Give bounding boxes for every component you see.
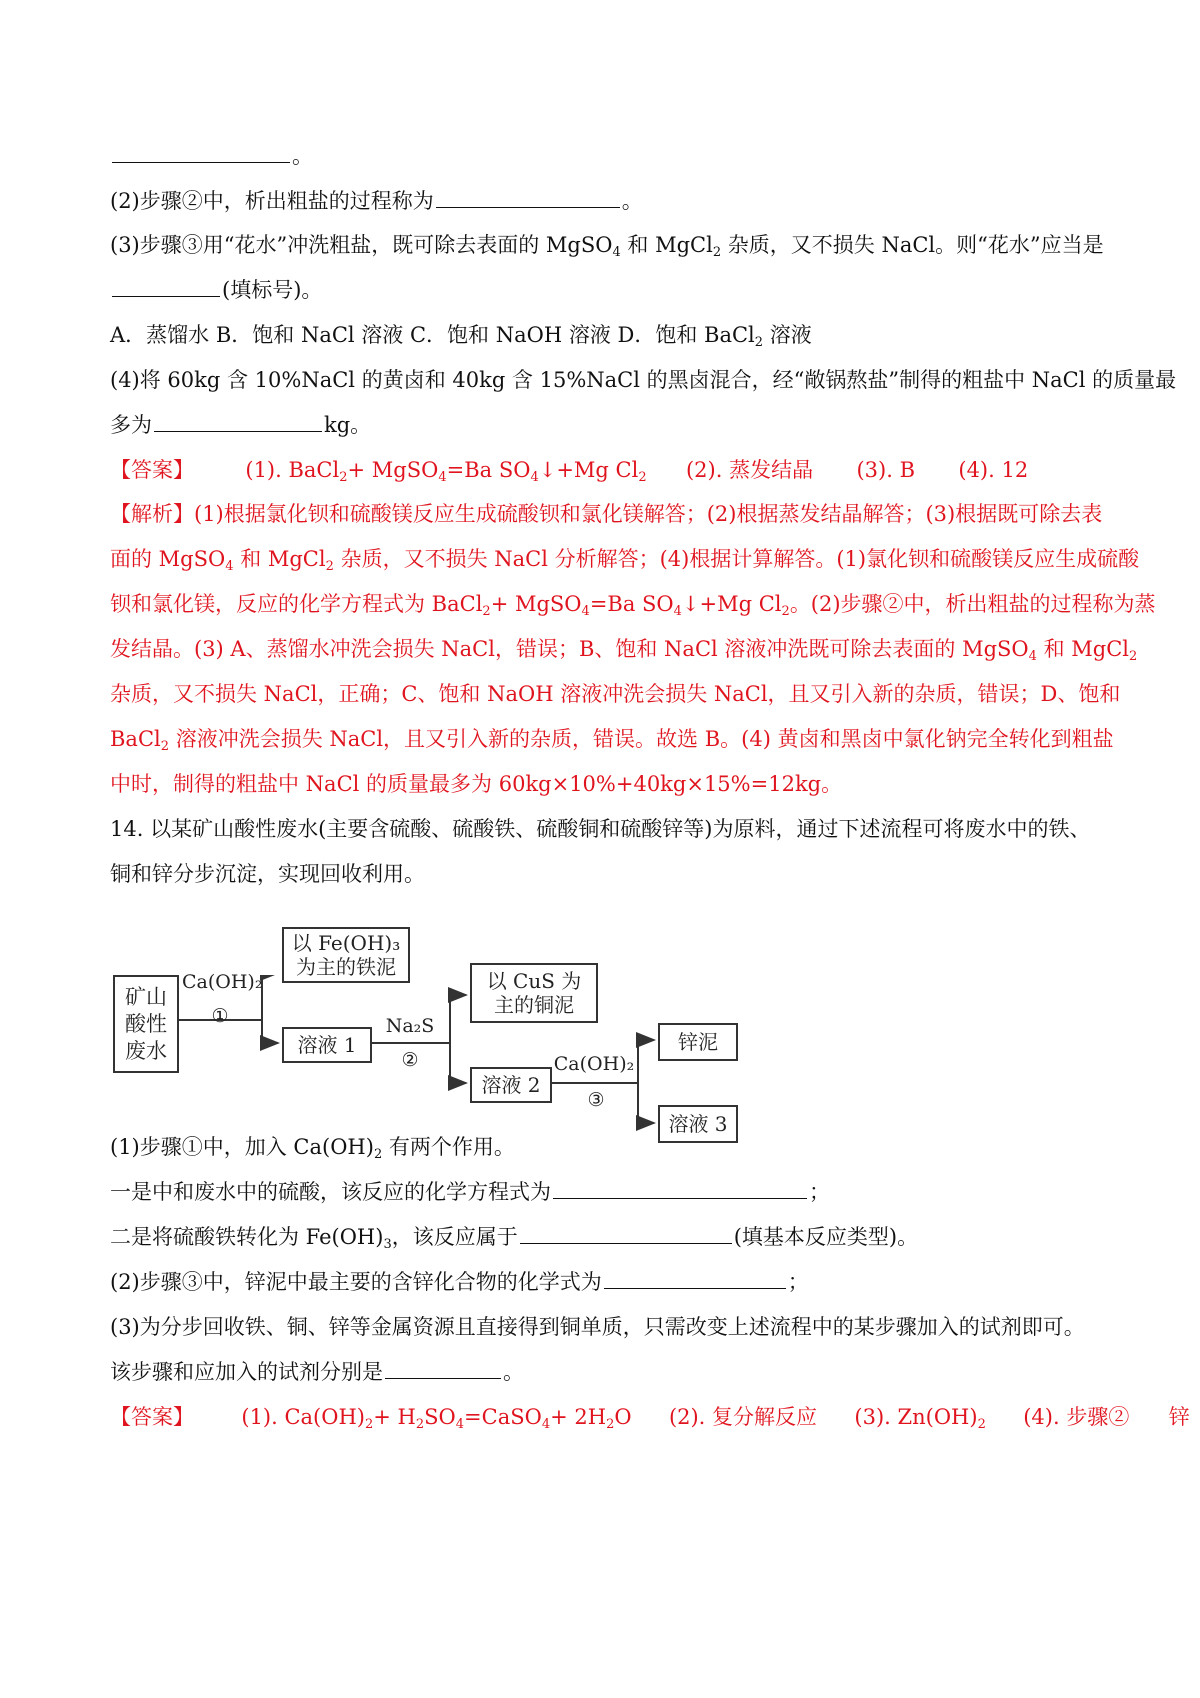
q13-analysis-3: 钡和氯化镁，反应的化学方程式为 BaCl$_2$+ MgSO$_4$=Ba $SO_4↓+Mg$ $Cl_2$。(2)步骤②中，析出粗盐的过程称为蒸 <box>110 592 1156 619</box>
q13-part3: (3)步骤③用“花水”冲洗粗盐，既可除去表面的 MgSO$_4$ 和 MgCl$_2$ 杂质，又不损失 NaCl。则“花水”应当是 <box>110 233 1104 260</box>
reagent-label-2: Na₂S <box>385 1015 435 1037</box>
q13-analysis-5: 杂质，又不损失 NaCl，正确；C、饱和 NaOH 溶液冲洗会损失 NaCl，且又引入新的杂质，错误；D、饱和 <box>110 682 1121 706</box>
answer-blank <box>154 413 322 432</box>
q14-part3: (3)为分步回收铁、铜、锌等金属资源且直接得到铜单质，只需改变上述流程中的某步骤加入的试剂即可。 <box>110 1315 1085 1339</box>
answer-blank <box>112 144 290 163</box>
answer-blank <box>520 1225 732 1244</box>
step-label-2: ② <box>401 1049 419 1071</box>
acid-wastewater-box: 矿山酸性废水 <box>113 975 179 1073</box>
q14-part1: (1)步骤①中，加入 $Ca(OH)_2$ 有两个作用。 <box>110 1135 515 1162</box>
q13-analysis-7: 中时，制得的粗盐中 NaCl 的质量最多为 60kg×10%+40kg×15%=12kg。 <box>110 772 843 796</box>
answer-tag: 【答案】 <box>110 1405 194 1429</box>
q14-stem-2: 铜和锌分步沉淀，实现回收利用。 <box>110 862 425 886</box>
q13-options: A．蒸馏水 B．饱和 NaCl 溶液 C．饱和 NaOH 溶液 D．饱和 BaCl$_2$ 溶液 <box>110 323 812 350</box>
q13-part4-cont: 多为 kg。 <box>110 413 372 437</box>
q14-stem-1: 14. 以某矿山酸性废水(主要含硫酸、硫酸铁、硫酸铜和硫酸锌等)为原料，通过下述流程可将废水中的铁、 <box>110 817 1091 841</box>
solution-1-box: 溶液 1 <box>282 1027 372 1063</box>
step-label-3: ③ <box>587 1089 605 1111</box>
q13-line-0: 。 <box>110 142 1100 170</box>
q14-part1-b: 二是将硫酸铁转化为 $Fe(OH)_3$，该反应属于 (填基本反应类型)。 <box>110 1225 919 1252</box>
q13-analysis-1: 【解析】(1)根据氯化钡和硫酸镁反应生成硫酸钡和氯化镁解答；(2)根据蒸发结晶解答；(3)根据既可除去表 <box>110 502 1103 526</box>
q13-analysis-6: BaCl$_2$ 溶液冲洗会损失 NaCl，且又引入新的杂质，错误。故选 B。(4) 黄卤和黑卤中氯化钠完全转化到粗盐 <box>110 727 1114 754</box>
answer-blank <box>553 1180 807 1199</box>
reagent-label-1: Ca(OH)₂ <box>182 971 263 993</box>
q13-answer: 【答案】 (1). BaCl$_2$+ MgSO$_4$=Ba $SO_4↓+Mg$ $Cl_2$ (2). 蒸发结晶 (3). B (4). 12 <box>110 458 1029 485</box>
q14-part3-cont: 该步骤和应加入的试剂分别是 。 <box>110 1360 524 1384</box>
q14-answer: 【答案】 (1). $Ca(OH)_2+$ $H_2SO_4=CaSO_4+ 2H_2O$ (2). 复分解反应 (3). $Zn(OH)_2$ (4). 步骤② 锌 <box>110 1405 1190 1432</box>
q13-analysis-4: 发结晶。(3) A、蒸馏水冲洗会损失 NaCl，错误；B、饱和 NaCl 溶液冲洗既可除去表面的 MgSO$_4$ 和 MgCl$_2$ <box>110 637 1138 664</box>
zinc-sludge-box: 锌泥 <box>658 1023 738 1061</box>
solution-3-box: 溶液 3 <box>658 1105 738 1143</box>
copper-sludge-box: 以 CuS 为主的铜泥 <box>470 963 598 1023</box>
step-label-1: ① <box>211 1005 229 1027</box>
q13-analysis-2: 面的 MgSO$_4$ 和 MgCl$_2$ 杂质，又不损失 NaCl 分析解答；(4)根据计算解答。(1)氯化钡和硫酸镁反应生成硫酸 <box>110 547 1140 574</box>
q14-part2: (2)步骤③中，锌泥中最主要的含锌化合物的化学式为 ； <box>110 1270 809 1294</box>
q13-part2: (2)步骤②中，析出粗盐的过程称为 。 <box>110 189 643 213</box>
solution-2-box: 溶液 2 <box>470 1067 552 1103</box>
answer-blank <box>112 278 220 297</box>
q13-part3-cont: (填标号)。 <box>110 276 1100 304</box>
answer-blank <box>436 189 620 208</box>
q13-part4: (4)将 60kg 含 10%NaCl 的黄卤和 40kg 含 15%NaCl 的黑卤混合，经“敞锅熬盐”制得的粗盐中 NaCl 的质量最 <box>110 368 1177 392</box>
answer-blank <box>604 1270 786 1289</box>
reagent-label-3: Ca(OH)₂ <box>553 1053 635 1075</box>
iron-sludge-box: 以 Fe(OH)₃ 为主的铁泥 <box>282 927 410 983</box>
answer-tag: 【答案】 <box>110 458 194 482</box>
q14-part1-a: 一是中和废水中的硫酸，该反应的化学方程式为 ； <box>110 1180 830 1204</box>
answer-blank <box>385 1360 501 1379</box>
